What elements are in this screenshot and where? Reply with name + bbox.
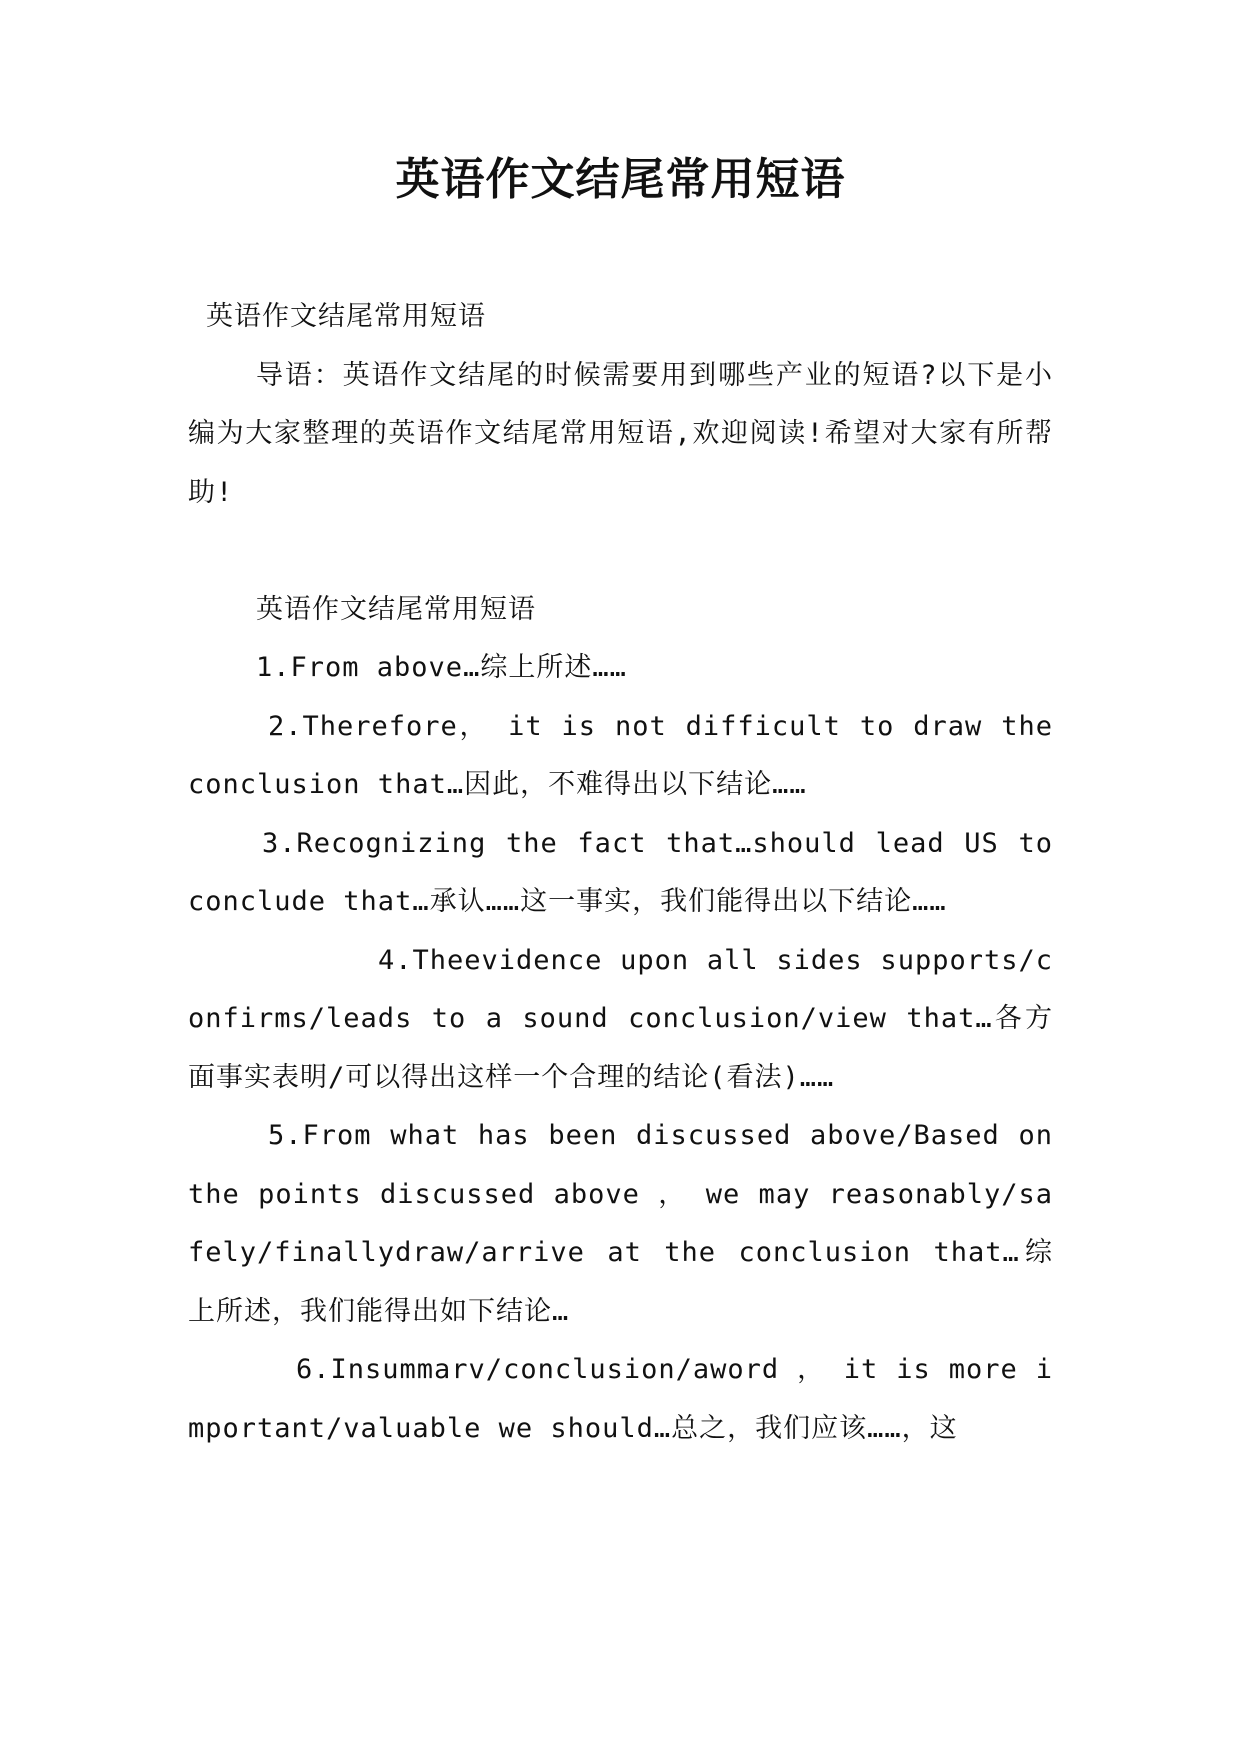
paragraph-intro: 导语：英语作文结尾的时候需要用到哪些产业的短语?以下是小编为大家整理的英语作文结尾常用短语,欢迎阅读!希望对大家有所帮助! [188,359,1053,508]
paragraph-section-heading: 英语作文结尾常用短语 [256,593,536,625]
paragraph-item-3: 3.Recognizing the fact that…should lead US to conclude that…承认……这一事实，我们能得出以下结论…… [188,827,1053,917]
paragraph-subtitle: 英语作文结尾常用短语 [206,301,486,332]
paragraph-item-6: 6.Insummarv/conclusion/aword ， it is more important/valuable we should…总之，我们应该……，这 [188,1354,1053,1444]
paragraph-spacer [188,522,1053,581]
paragraph-item-5: 5.From what has been discussed above/Based on the points discussed above ， we may reasonably/safely/finallydraw/arrive at the conclusion that…综上所述，我们能得出如下结论… [188,1120,1053,1327]
document-body [188,288,1053,1458]
paragraph-item-4: 4.Theevidence upon all sides supports/confirms/leads to a sound conclusion/view that…各方面事实表明/可以得出这样一个合理的结论(看法)…… [188,944,1053,1093]
document-title: 英语作文结尾常用短语 [395,154,846,205]
paragraph-item-2: 2.Therefore， it is not difficult to draw the conclusion that…因此，不难得出以下结论…… [188,710,1053,800]
paragraph-item-1: 1.From above…综上所述…… [256,652,627,683]
